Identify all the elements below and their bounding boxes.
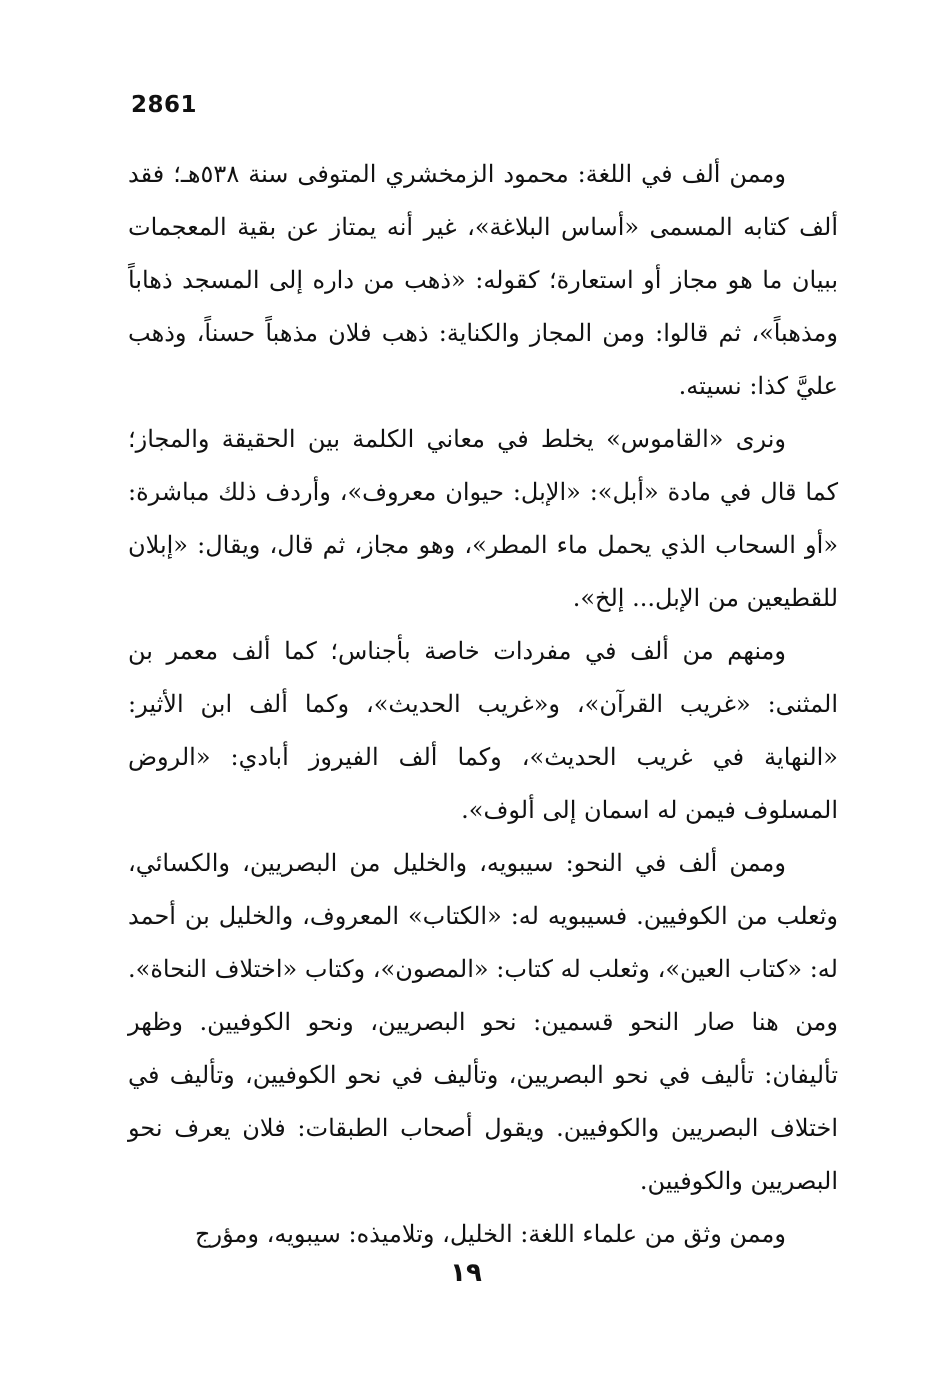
paragraph-grammar: وممن ألف في النحو: سيبويه، والخليل من البصريين، والكسائي، وثعلب من الكوفيين. فسيبويه له: «الكتاب» المعروف، والخليل بن أحمد له: «كتاب العين»، وثعلب له كتاب: «المصون»، وكتاب «اختلاف النحاة». ومن هنا صار النحو قسمين: نحو البصريين، ونحو الكوفيين. وظهر تأليفان: تأليف في نحو البصريين، وتأليف في نحو الكوفيين، وتأليف في اختلاف البصريين والكوفيين. ويقول أصحاب الطبقات: فلان يعرف نحو البصريين والكوفيين. (128, 849, 838, 1195)
paragraph-zamakhshari: وممن ألف في اللغة: محمود الزمخشري المتوفى سنة ٥٣٨هـ؛ فقد ألف كتابه المسمى «أساس البلاغة»، غير أنه يمتاز عن بقية المعجمات ببيان ما هو مجاز أو استعارة؛ كقوله: «ذهب من داره إلى المسجد ذهاباً ومذهباً»، ثم قالوا: ومن المجاز والكناية: ذهب فلان مذهباً حسناً، وذهب عليَّ كذا: نسيته. (128, 160, 838, 400)
paragraph-special-vocab: ومنهم من ألف في مفردات خاصة بأجناس؛ كما ألف معمر بن المثنى: «غريب القرآن»، و«غريب الحديث»، وكما ألف ابن الأثير: «النهاية في غريب الحديث»، وكما ألف الفيروز أبادي: «الروض المسلوف فيمن له اسمان إلى ألوف». (128, 637, 838, 824)
folio-number: ١٩ (450, 1258, 482, 1288)
paragraph-qamus: ونرى «القاموس» يخلط في معاني الكلمة بين الحقيقة والمجاز؛ كما قال في مادة «أبل»: «الإبل: حيوان معروف»، وأردف ذلك مباشرة: «أو السحاب الذي يحمل ماء المطر»، وهو مجاز، ثم قال، ويقال: «إبلان للقطيعين من الإبل... إلخ». (128, 425, 838, 612)
paragraph-trusted-scholars: وممن وثق من علماء اللغة: الخليل، وتلاميذه: سيبويه، ومؤرج (195, 1220, 786, 1248)
body-text (128, 148, 838, 1261)
page-number: 2861 (131, 92, 198, 118)
